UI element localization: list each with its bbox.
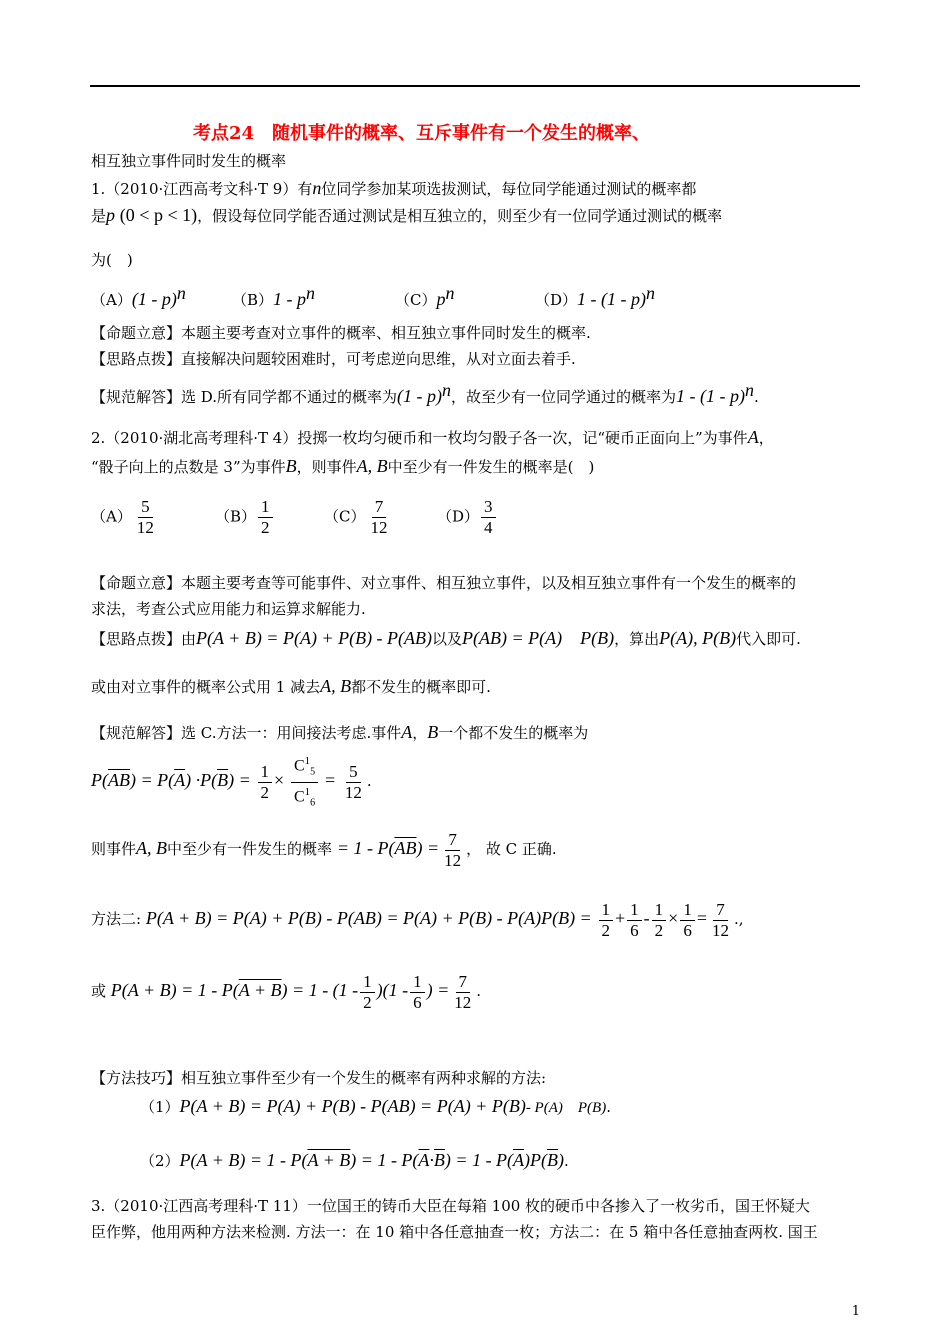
q2-option-c: （C） $\frac{7}{12}$ (324, 497, 388, 537)
q2-intent-line2: 求法，考查公式应用能力和运算求解能力. (91, 600, 366, 618)
q2-method-tip: 【方法技巧】相互独立事件至少有一个发生的概率有两种求解的方法: (91, 1069, 547, 1087)
q2-stem-line1: 2.（2010·湖北高考理科·T 4）投掷一枚均匀硬币和一枚均匀骰子各一次，记“硬币正面向上”为事件A， (91, 427, 774, 447)
page-subtitle: 相互独立事件同时发生的概率 (91, 152, 287, 170)
q2-intent-line1: 【命题立意】本题主要考查等可能事件、对立事件、相互独立事件，以及相互独立事件有一个发生的概率的 (91, 574, 797, 592)
q2-method-alt: 或 P(A + B) = 1 - P(A + B) = 1 - (1 - $\frac{1}{2}$ )(1 - $\frac{1}{6}$ ) = $\frac{7}{12}$ . (91, 971, 482, 1012)
q2-then-line: 则事件A, B中至少有一件发生的概率 = $1 - P(\overline{AB})$ = $\frac{7}{12}$ ， 故 C 正确. (91, 829, 557, 870)
q2-method-2: 方法二: P(A + B) = P(A) + P(B) - P(AB) = P(A) + P(B) - P(A)P(B) = $\frac{1}{2}$ + $\frac{1}{6}$ - $\frac{1}{2}$ × $\frac{1}{6}$ = $\frac{7}{12}$ ., (91, 899, 744, 940)
q1-option-b: $(B)1 - p^n$ (232, 283, 316, 309)
q1-stem-line1: 1.（2010·江西高考文科·T 9）有n位同学参加某项选拔测试，每位同学能通过测试的概率都 (91, 178, 697, 198)
q2-tip-2: $(2)P(A + B) = 1 - P(A + B) = 1 - P(\overline{A}\cdot\overline{B}) = 1 - P(\overline{A})P(\overline{B})$. (140, 1150, 569, 1170)
page-number: 1 (851, 1304, 860, 1319)
q2-tip-1: （1）P(A + B) = P(A) + P(B) - P(AB) = P(A) + P(B)- P(A) P(B). (140, 1096, 611, 1116)
header-rule (90, 85, 860, 87)
q1-stem-line2: 是p (0 < p < 1)，假设每位同学能否通过测试是相互独立的，则至少有一位同学通过测试的概率 (91, 205, 723, 225)
q2-solution-intro: 【规范解答】选 C.方法一：用间接法考虑.事件A，B一个都不发生的概率为 (91, 722, 589, 742)
q2-option-b: （B） $\frac{1}{2}$ (215, 497, 275, 538)
q2-option-a: （A） $\frac{5}{12}$ (91, 497, 154, 537)
q1-stem-line3: 为( ) (91, 251, 133, 269)
q2-formula-1: $P(\overline{A}\overline{B}) = P(\overline{A}) \cdot P(\overline{B})$ = $\frac{1}{2}$ × $\frac{C^1_5}{C^1_6}$ = $\frac{5}{12}$ . (91, 752, 372, 812)
q1-option-d: （D）1 - (1 - p)$^n$ (535, 283, 656, 309)
page-title: 考点24 随机事件的概率、互斥事件有一个发生的概率、 (193, 123, 651, 144)
q2-stem-line2: “骰子向上的点数是 3”为事件B，则事件A, B中至少有一件发生的概率是( ) (91, 456, 595, 476)
q1-hint: 【思路点拨】直接解决问题较困难时，可考虑逆向思维，从对立面去着手. (91, 350, 576, 368)
q1-option-c: $(C)p^n$ (395, 283, 455, 309)
q2-option-d: （D） $\frac{3}{4}$ (437, 497, 498, 538)
q1-intent: 【命题立意】本题主要考查对立事件的概率、相互独立事件同时发生的概率. (91, 324, 591, 342)
q3-stem-line2: 臣作弊，他用两种方法来检测. 方法一：在 10 箱中各任意抽查一枚；方法二：在 5 箱中各任意抽查两枚. 国王 (91, 1223, 818, 1241)
q1-solution: 【规范解答】选 D.所有同学都不通过的概率为(1 - p)$^n$，故至少有一位同学通过的概率为1 - (1 - p)$^n$. (91, 380, 759, 406)
q2-hint-line1: 【思路点拨】由P(A + B) = P(A) + P(B) - P(AB)以及P(AB) = P(A) P(B)，算出P(A), P(B)代入即可. (91, 628, 801, 648)
q1-option-a: （A）(1 - p)$^n$ (91, 283, 186, 309)
q2-hint-line2: 或由对立事件的概率公式用 1 减去A, B都不发生的概率即可. (91, 676, 491, 696)
q3-stem-line1: 3.（2010·江西高考理科·T 11）一位国王的铸币大臣在每箱 100 枚的硬币中各掺入了一枚劣币，国王怀疑大 (91, 1197, 811, 1215)
